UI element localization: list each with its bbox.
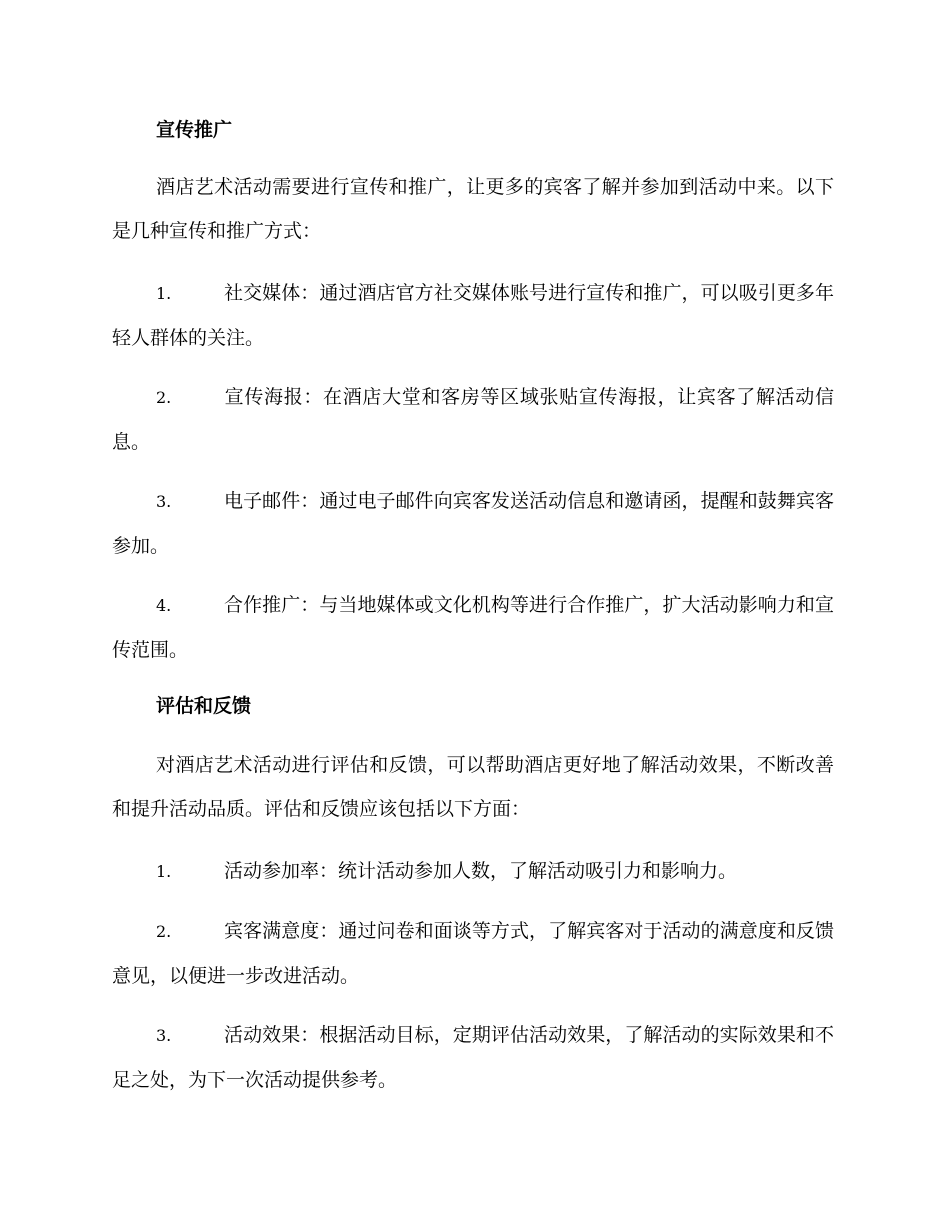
list-item	[112, 849, 834, 894]
section-intro: 对酒店艺术活动进行评估和反馈，可以帮助酒店更好地了解活动效果，不断改善和提升活动品质。评估和反馈应该包括以下方面：	[112, 754, 834, 820]
section-promotion	[112, 108, 834, 672]
section-heading: 宣传推广	[156, 119, 233, 141]
list-item	[112, 583, 834, 672]
section-intro: 酒店艺术活动需要进行宣传和推广，让更多的宾客了解并参加到活动中来。以下是几种宣传和推广方式：	[112, 176, 834, 242]
list-number: 3.	[156, 492, 172, 511]
list-item	[112, 1013, 834, 1102]
list-number: 4.	[156, 596, 172, 615]
evaluation-list	[112, 849, 834, 1102]
list-item	[112, 909, 834, 998]
list-number: 2.	[156, 388, 172, 407]
list-number: 1.	[156, 284, 172, 303]
list-item-text: 宾客满意度：通过问卷和面谈等方式，了解宾客对于活动的满意度和反馈意见，以便进一步改进活动。	[112, 920, 834, 987]
promotion-list	[112, 271, 834, 672]
list-item-text: 活动效果：根据活动目标，定期评估活动效果，了解活动的实际效果和不足之处，为下一次活动提供参考。	[112, 1024, 834, 1091]
list-item-text: 电子邮件：通过电子邮件向宾客发送活动信息和邀请函，提醒和鼓舞宾客参加。	[112, 490, 834, 557]
list-number: 1.	[156, 862, 172, 881]
section-heading: 评估和反馈	[156, 695, 252, 717]
list-item	[112, 479, 834, 568]
document-content	[112, 108, 834, 1117]
list-item-text: 合作推广：与当地媒体或文化机构等进行合作推广，扩大活动影响力和宣传范围。	[112, 594, 834, 661]
section-evaluation	[112, 684, 834, 1102]
list-item-text: 社交媒体：通过酒店官方社交媒体账号进行宣传和推广，可以吸引更多年轻人群体的关注。	[112, 282, 834, 349]
list-item-text: 宣传海报：在酒店大堂和客房等区域张贴宣传海报，让宾客了解活动信息。	[112, 386, 834, 453]
list-item	[112, 271, 834, 360]
list-item-text: 活动参加率：统计活动参加人数，了解活动吸引力和影响力。	[224, 860, 738, 882]
list-item	[112, 375, 834, 464]
list-number: 3.	[156, 1026, 172, 1045]
list-number: 2.	[156, 922, 172, 941]
